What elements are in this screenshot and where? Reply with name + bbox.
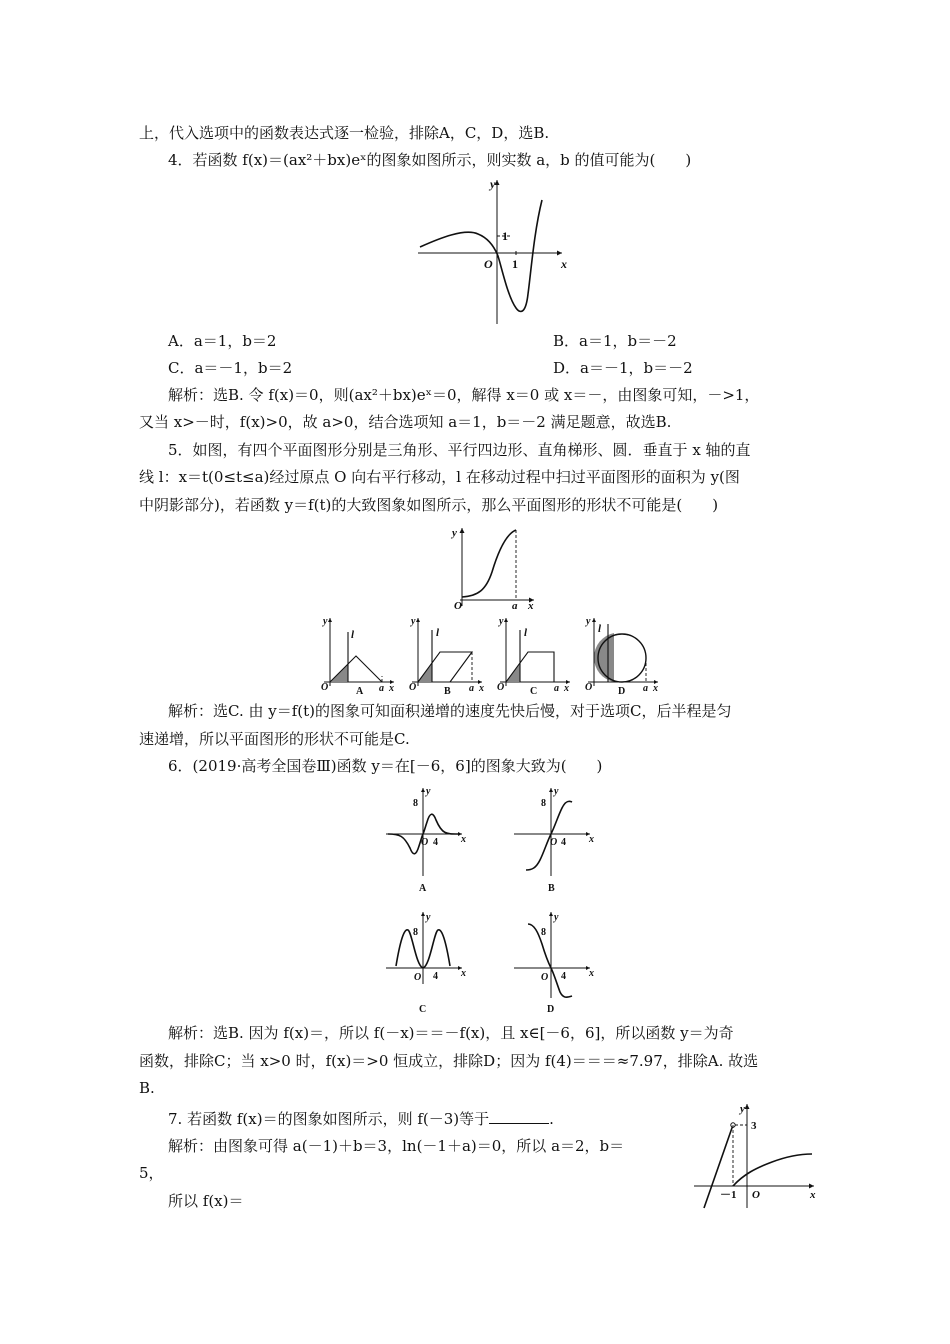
y-tick-8: 8 [541, 798, 546, 809]
solution-7-cont: 5， [139, 1164, 164, 1182]
solution-5: 解析：选C. 由 y＝f(t)的图象可知面积递增的速度先快后慢，对于选项C，后半程是匀 [168, 702, 732, 720]
y-label: y [411, 616, 416, 627]
question-5-cont: 中阴影部分)，若函数 y＝f(t)的大致图象如图所示，那么平面图形的形状不可能是( ) [139, 496, 719, 514]
solution-7: 解析：由图象可得 a(－1)＋b＝3，ln(－1＋a)＝0，所以 a＝2，b＝ [168, 1137, 625, 1155]
option-b: B．a＝1，b＝－2 [553, 332, 677, 350]
solution-4-cont: 又当 x>－时，f(x)>0，故 a>0，结合选项知 a＝1，b＝－2 满足题意，故选B. [139, 413, 672, 431]
caption-d: D [618, 686, 626, 697]
l-label: l [351, 629, 355, 641]
figure-q6-option-a [382, 784, 477, 896]
question-5: 5．如图，有四个平面图形分别是三角形、平行四边形、直角梯形、圆．垂直于 x 轴的直 [168, 441, 751, 459]
a-label: a [469, 683, 474, 694]
x-tick-4: 4 [433, 837, 438, 848]
caption-d: D [547, 1004, 555, 1015]
caption-b: B [548, 883, 555, 894]
y-tick-1: 1 [502, 229, 508, 243]
figure-q6-option-b [510, 784, 605, 896]
question-4: 4．若函数 f(x)＝(ax²＋bx)eˣ的图象如图所示，则实数 a，b 的值可能为( ) [168, 151, 692, 169]
origin-label: O [541, 972, 549, 983]
figure-q4 [410, 172, 575, 327]
origin-label: O [421, 837, 429, 848]
y-label: y [452, 527, 457, 539]
a-label: a [512, 600, 518, 612]
text-line: 上，代入选项中的函数表达式逐一检验，排除A，C，D，选B. [139, 124, 550, 142]
y-tick-8: 8 [413, 927, 418, 938]
x-tick-neg1: －1 [720, 1189, 737, 1201]
y-label: y [426, 786, 431, 797]
l-label: l [436, 627, 440, 639]
x-label: x [461, 834, 466, 845]
question-7-text: 7. 若函数 f(x)＝的图象如图所示，则 f(－3)等于 [168, 1110, 490, 1128]
solution-6-cont: B. [139, 1079, 155, 1097]
a-label: a [643, 683, 648, 694]
solution-6-cont: 函数，排除C；当 x>0 时，f(x)＝>0 恒成立，排除D；因为 f(4)＝＝＝≈7.97，排除A. 故选 [139, 1052, 759, 1070]
y-label: y [426, 912, 431, 923]
question-7-end: . [549, 1110, 554, 1128]
x-label: x [528, 600, 534, 612]
question-7 [168, 1109, 554, 1129]
y-label: y [740, 1103, 745, 1115]
caption-c: C [530, 686, 538, 697]
x-tick-1: 1 [512, 257, 518, 271]
x-tick-4: 4 [561, 837, 566, 848]
x-label: x [589, 834, 594, 845]
origin-label: O [752, 1189, 760, 1201]
figure-q5-option-b [408, 612, 488, 696]
origin-label: O [321, 682, 329, 693]
a-label: a [379, 683, 384, 694]
y-label: y [323, 616, 328, 627]
y-tick-8: 8 [413, 798, 418, 809]
y-label: y [554, 786, 559, 797]
curve [420, 200, 542, 311]
curve [462, 530, 516, 597]
a-label: a [554, 683, 559, 694]
origin-label: O [454, 600, 462, 612]
l-label: l [598, 623, 602, 635]
figure-q5-option-d [584, 612, 664, 696]
caption-b: B [444, 686, 451, 697]
y-tick-8: 8 [541, 927, 546, 938]
figure-q5-option-c [496, 612, 576, 696]
option-d: D．a＝－1，b＝－2 [553, 359, 693, 377]
y-label: y [499, 616, 504, 627]
x-label: x [561, 257, 567, 271]
l-label: l [524, 627, 528, 639]
origin-label: O [585, 682, 593, 693]
origin-label: O [409, 682, 417, 693]
origin-label: O [484, 257, 493, 271]
solution-5-cont: 速递增，所以平面图形的形状不可能是C. [139, 730, 410, 748]
figure-q7 [692, 1098, 822, 1213]
solution-4: 解析：选B. 令 f(x)＝0，则(ax²＋bx)eˣ＝0，解得 x＝0 或 x＝－，由图象可知，－>1， [168, 386, 760, 404]
caption-a: A [356, 686, 364, 697]
y-label: y [586, 616, 591, 627]
origin-label: O [414, 972, 422, 983]
x-tick-4: 4 [561, 971, 566, 982]
figure-q6-option-d [510, 908, 605, 1018]
figure-q6-option-c [382, 908, 477, 1018]
x-axis [418, 251, 562, 256]
y-tick-3: 3 [751, 1120, 757, 1132]
y-label: y [554, 912, 559, 923]
x-label: x [589, 968, 594, 979]
x-label: x [653, 683, 658, 694]
figure-q5-main [450, 522, 545, 610]
caption-c: C [419, 1004, 427, 1015]
figure-q5-option-a [320, 612, 400, 696]
x-label: x [461, 968, 466, 979]
x-label: x [389, 683, 394, 694]
solution-7-cont: 所以 f(x)＝ [168, 1192, 244, 1210]
caption-a: A [419, 883, 427, 894]
answer-blank[interactable] [489, 1109, 549, 1124]
x-tick-4: 4 [433, 971, 438, 982]
question-5-cont: 线 l：x＝t(0≤t≤a)经过原点 O 向右平行移动，l 在移动过程中扫过平面图形的面积为 y(图 [139, 468, 740, 486]
option-a: A．a＝1，b＝2 [168, 332, 277, 350]
x-label: x [479, 683, 484, 694]
origin-label: O [497, 682, 505, 693]
solution-6: 解析：选B. 因为 f(x)＝，所以 f(－x)＝＝－f(x)，且 x∈[－6，6]，所以函数 y＝为奇 [168, 1024, 734, 1042]
option-c: C．a＝－1，b＝2 [168, 359, 293, 377]
question-6: 6．(2019·高考全国卷Ⅲ)函数 y＝在[－6，6]的图象大致为( ) [168, 757, 603, 775]
x-label: x [564, 683, 569, 694]
y-label: y [490, 177, 496, 191]
origin-label: O [550, 837, 558, 848]
x-label: x [810, 1189, 816, 1201]
